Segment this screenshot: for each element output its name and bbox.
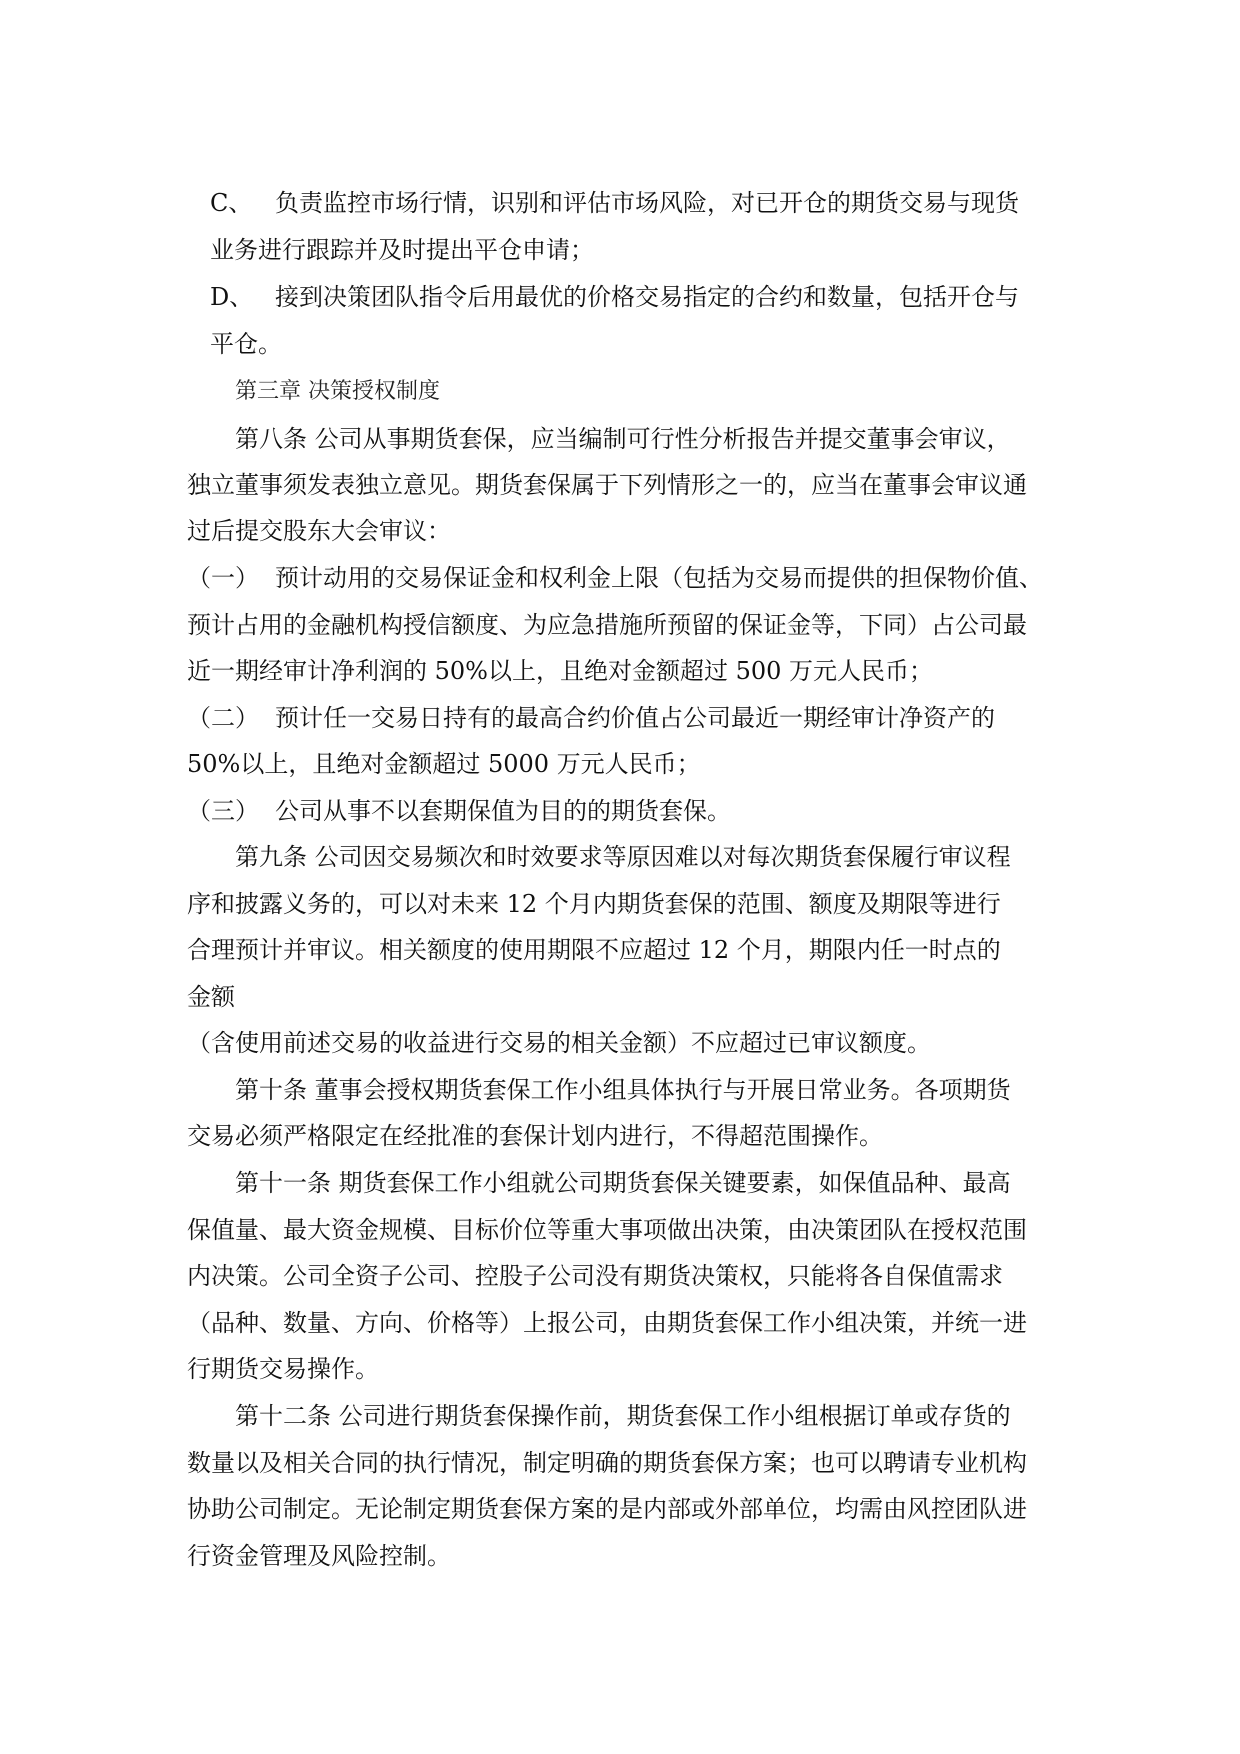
article-10-line-1: 第十条 董事会授权期货套保工作小组具体执行与开展日常业务。各项期货 bbox=[235, 1076, 1011, 1104]
article-9-line-5: （含使用前述交易的收益进行交易的相关金额）不应超过已审议额度。 bbox=[187, 1029, 931, 1057]
article-8-line-2: 独立董事须发表独立意见。期货套保属于下列情形之一的，应当在董事会审议通 bbox=[187, 471, 1027, 499]
item-d-line-1: 接到决策团队指令后用最优的价格交易指定的合约和数量，包括开仓与 bbox=[275, 283, 1019, 311]
item-c-line-2: 业务进行跟踪并及时提出平仓申请； bbox=[210, 236, 594, 264]
article-11-line-3: 内决策。公司全资子公司、控股子公司没有期货决策权，只能将各自保值需求 bbox=[187, 1262, 1003, 1290]
item-2-line-1: 预计任一交易日持有的最高合约价值占公司最近一期经审计净资产的 bbox=[275, 704, 995, 732]
article-12-line-2: 数量以及相关合同的执行情况，制定明确的期货套保方案；也可以聘请专业机构 bbox=[187, 1449, 1027, 1477]
item-2-label: （二） bbox=[187, 704, 259, 732]
item-1-label: （一） bbox=[187, 564, 259, 592]
item-d-label: D、 bbox=[210, 283, 254, 311]
article-11-line-2: 保值量、最大资金规模、目标价位等重大事项做出决策，由决策团队在授权范围 bbox=[187, 1216, 1027, 1244]
item-1-line-3: 近一期经审计净利润的 50%以上，且绝对金额超过 500 万元人民币； bbox=[187, 657, 934, 685]
article-8-line-1: 第八条 公司从事期货套保，应当编制可行性分析报告并提交董事会审议， bbox=[235, 425, 1011, 453]
chapter-3-heading: 第三章 决策授权制度 bbox=[235, 379, 440, 404]
item-d-line-2: 平仓。 bbox=[210, 330, 282, 358]
item-3-label: （三） bbox=[187, 797, 259, 825]
article-11-line-5: 行期货交易操作。 bbox=[187, 1355, 379, 1383]
article-9-line-1: 第九条 公司因交易频次和时效要求等原因难以对每次期货套保履行审议程 bbox=[235, 843, 1011, 871]
article-10-line-2: 交易必须严格限定在经批准的套保计划内进行，不得超范围操作。 bbox=[187, 1122, 883, 1150]
article-12-line-3: 协助公司制定。无论制定期货套保方案的是内部或外部单位，均需由风控团队进 bbox=[187, 1495, 1027, 1523]
item-2-line-2: 50%以上，且绝对金额超过 5000 万元人民币； bbox=[187, 750, 701, 778]
item-3-line-1: 公司从事不以套期保值为目的的期货套保。 bbox=[275, 797, 731, 825]
article-11-line-4: （品种、数量、方向、价格等）上报公司，由期货套保工作小组决策，并统一进 bbox=[187, 1309, 1027, 1337]
article-12-line-1: 第十二条 公司进行期货套保操作前，期货套保工作小组根据订单或存货的 bbox=[235, 1402, 1011, 1430]
article-12-line-4: 行资金管理及风险控制。 bbox=[187, 1542, 451, 1570]
article-8-line-3: 过后提交股东大会审议： bbox=[187, 517, 451, 545]
article-9-line-2: 序和披露义务的，可以对未来 12 个月内期货套保的范围、额度及期限等进行 bbox=[187, 890, 1001, 918]
item-1-line-1: 预计动用的交易保证金和权利金上限（包括为交易而提供的担保物价值、 bbox=[275, 564, 1043, 592]
item-c-line-1: 负责监控市场行情，识别和评估市场风险，对已开仓的期货交易与现货 bbox=[275, 189, 1019, 217]
article-9-line-3: 合理预计并审议。相关额度的使用期限不应超过 12 个月，期限内任一时点的 bbox=[187, 936, 1001, 964]
article-11-line-1: 第十一条 期货套保工作小组就公司期货套保关键要素，如保值品种、最高 bbox=[235, 1169, 1011, 1197]
item-1-line-2: 预计占用的金融机构授信额度、为应急措施所预留的保证金等，下同）占公司最 bbox=[187, 611, 1027, 639]
item-c-label: C、 bbox=[210, 189, 253, 217]
article-9-line-4: 金额 bbox=[187, 983, 235, 1011]
